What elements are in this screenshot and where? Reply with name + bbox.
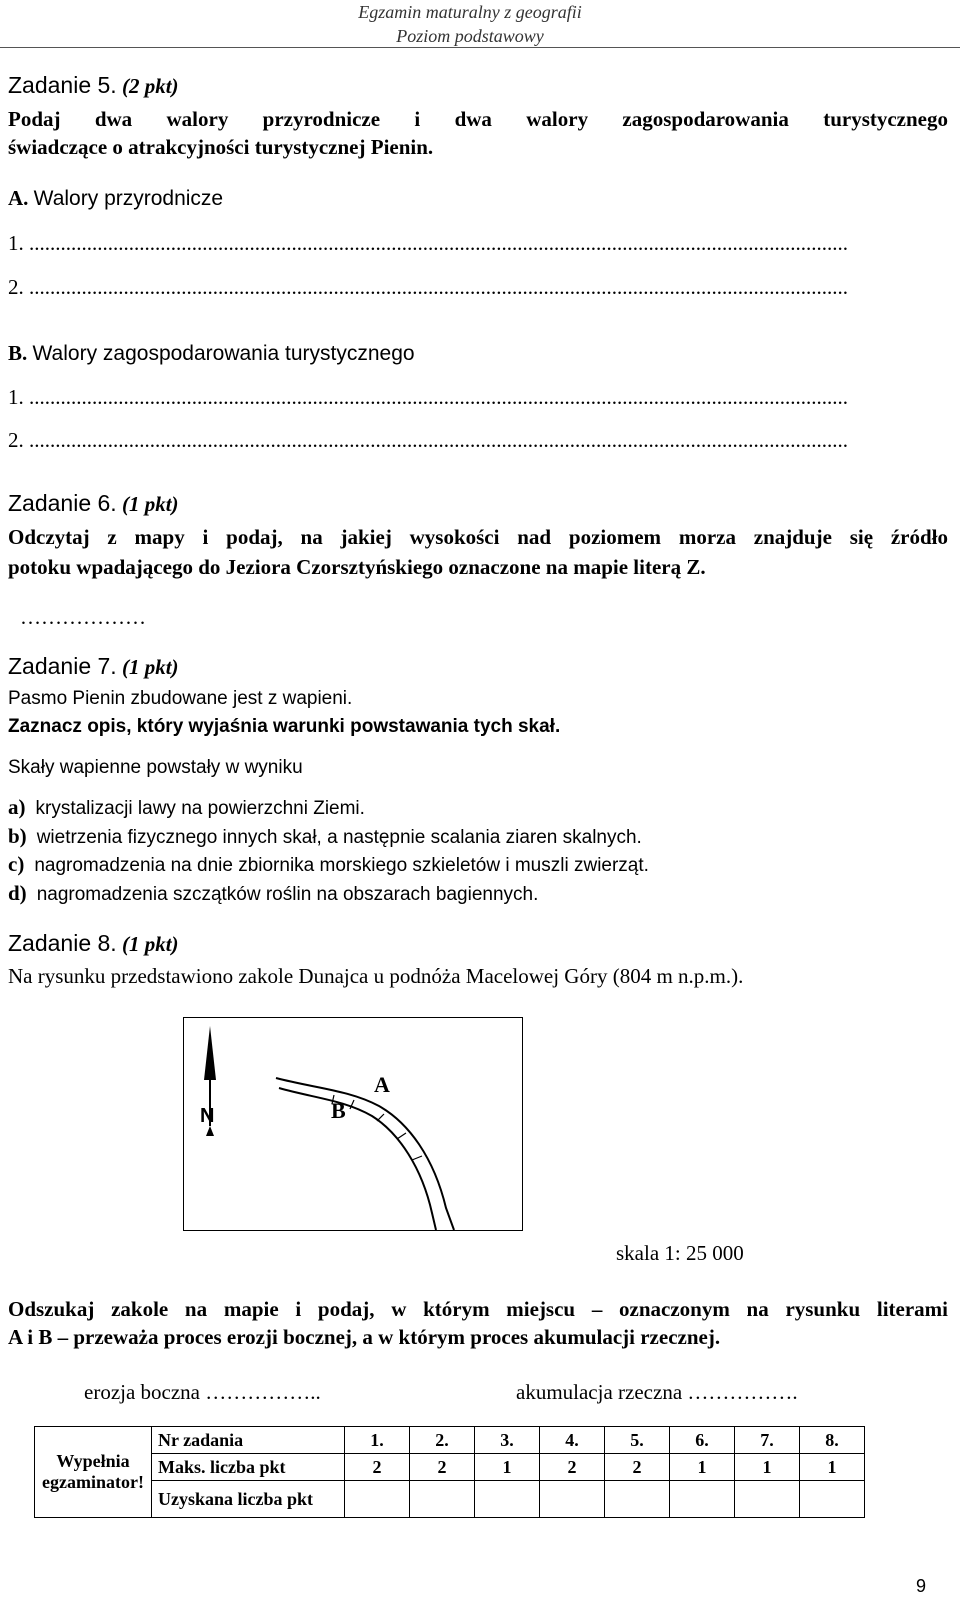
option-text: nagromadzenia szczątków roślin na obszarach bagiennych. bbox=[36, 884, 539, 905]
task-number-cell: 4. bbox=[540, 1427, 605, 1454]
river-bend-figure bbox=[183, 1017, 523, 1231]
max-points-cell: 2 bbox=[605, 1454, 670, 1481]
task7-option-d[interactable] bbox=[8, 881, 538, 906]
obtained-points-cell[interactable] bbox=[345, 1481, 410, 1518]
page-header bbox=[330, 0, 610, 48]
task5-section-b bbox=[8, 341, 948, 366]
header-level: Poziom podstawowy bbox=[396, 26, 544, 46]
row-label-max-points: Maks. liczba pkt bbox=[152, 1454, 345, 1481]
task8-answer-accumulation[interactable]: akumulacja rzeczna ……………. bbox=[516, 1380, 798, 1404]
label-b: B bbox=[331, 1098, 346, 1123]
task8-points: (1 pkt) bbox=[121, 932, 179, 956]
task5-b-answer2[interactable]: 2. ............................................................................................................................................................ bbox=[8, 428, 848, 452]
task5-question-line1: Podaj dwa walory przyrodnicze i dwa walory zagospodarowania turystycznego bbox=[8, 107, 948, 131]
obtained-points-cell[interactable] bbox=[540, 1481, 605, 1518]
task7-points: (1 pkt) bbox=[121, 655, 179, 679]
task7-stem: Skały wapienne powstały w wyniku bbox=[8, 757, 303, 778]
task5-section-a bbox=[8, 186, 948, 211]
task5-title bbox=[8, 72, 179, 99]
option-letter: b) bbox=[8, 824, 27, 848]
task6-answer[interactable]: ……………… bbox=[20, 605, 146, 629]
option-text: nagromadzenia na dnie zbiornika morskiego szkieletów i muszli zwierząt. bbox=[34, 855, 649, 876]
north-label: N bbox=[200, 1105, 215, 1127]
task6-title bbox=[8, 490, 179, 517]
task7-title bbox=[8, 653, 179, 680]
max-points-cell: 1 bbox=[670, 1454, 735, 1481]
task-number-cell: 3. bbox=[475, 1427, 540, 1454]
examiner-note-line1: Wypełnia bbox=[56, 1451, 130, 1471]
task7-option-b[interactable] bbox=[8, 824, 642, 849]
page-number: 9 bbox=[916, 1576, 927, 1596]
obtained-points-cell[interactable] bbox=[605, 1481, 670, 1518]
row-label-obtained-points: Uzyskana liczba pkt bbox=[152, 1481, 345, 1518]
option-letter: d) bbox=[8, 881, 27, 905]
option-letter: a) bbox=[8, 795, 26, 819]
task5-points: (2 pkt) bbox=[121, 74, 179, 98]
option-text: krystalizacji lawy na powierzchni Ziemi. bbox=[35, 798, 365, 819]
task5-b-text: Walory zagospodarowania turystycznego bbox=[32, 342, 415, 365]
obtained-points-cell[interactable] bbox=[410, 1481, 475, 1518]
label-a: A bbox=[374, 1072, 390, 1097]
task8-question-line2: A i B – przeważa proces erozji bocznej, a w którym proces akumulacji rzecznej. bbox=[8, 1325, 721, 1349]
task6-points: (1 pkt) bbox=[121, 492, 179, 516]
task8-answer-erosion[interactable]: erozja boczna …………….. bbox=[84, 1380, 321, 1404]
task-number-cell: 7. bbox=[735, 1427, 800, 1454]
task8-number: Zadanie 8. bbox=[8, 930, 117, 956]
max-points-cell: 1 bbox=[735, 1454, 800, 1481]
task8-intro: Na rysunku przedstawiono zakole Dunajca u podnóża Macelowej Góry (804 m n.p.m.). bbox=[8, 964, 744, 988]
task7-option-c[interactable] bbox=[8, 852, 649, 877]
task8-title bbox=[8, 930, 179, 957]
max-points-cell: 1 bbox=[800, 1454, 865, 1481]
obtained-points-cell[interactable] bbox=[670, 1481, 735, 1518]
figure-scale: skala 1: 25 000 bbox=[616, 1241, 744, 1265]
task5-b-answer1[interactable]: 1. ............................................................................................................................................................ bbox=[8, 385, 848, 409]
task5-a-text: Walory przyrodnicze bbox=[33, 187, 224, 210]
task-number-cell: 8. bbox=[800, 1427, 865, 1454]
task7-number: Zadanie 7. bbox=[8, 653, 117, 679]
river-outer-bank bbox=[276, 1078, 454, 1230]
option-text: wietrzenia fizycznego innych skał, a następnie scalania ziaren skalnych. bbox=[36, 827, 642, 848]
task7-intro: Pasmo Pienin zbudowane jest z wapieni. bbox=[8, 688, 353, 709]
task7-option-a[interactable] bbox=[8, 795, 365, 820]
obtained-points-cell[interactable] bbox=[800, 1481, 865, 1518]
task5-number: Zadanie 5. bbox=[8, 72, 117, 98]
task5-b-label: B. bbox=[8, 341, 28, 365]
examiner-note bbox=[35, 1427, 152, 1518]
row-label-task-number: Nr zadania bbox=[152, 1427, 345, 1454]
task7-question: Zaznacz opis, który wyjaśnia warunki powstawania tych skał. bbox=[8, 716, 561, 737]
task5-a-answer2[interactable]: 2. ............................................................................................................................................................ bbox=[8, 275, 848, 299]
max-points-cell: 2 bbox=[410, 1454, 475, 1481]
task6-question-line2: potoku wpadającego do Jeziora Czorsztyńskiego oznaczone na mapie literą Z. bbox=[8, 555, 706, 579]
header-exam-title: Egzamin maturalny z geografii bbox=[358, 2, 582, 22]
task5-a-label: A. bbox=[8, 186, 29, 210]
score-table bbox=[34, 1426, 865, 1518]
task6-question-line1: Odczytaj z mapy i podaj, na jakiej wysokości nad poziomem morza znajduje się źródło bbox=[8, 525, 948, 549]
obtained-points-cell[interactable] bbox=[735, 1481, 800, 1518]
max-points-cell: 2 bbox=[345, 1454, 410, 1481]
max-points-cell: 2 bbox=[540, 1454, 605, 1481]
option-letter: c) bbox=[8, 852, 25, 876]
task-number-cell: 1. bbox=[345, 1427, 410, 1454]
task5-a-answer1[interactable]: 1. ............................................................................................................................................................ bbox=[8, 231, 848, 255]
task8-question-line1: Odszukaj zakole na mapie i podaj, w którym miejscu – oznaczonym na rysunku literami bbox=[8, 1297, 948, 1321]
river-bend-drawing bbox=[184, 1018, 522, 1230]
task-number-cell: 5. bbox=[605, 1427, 670, 1454]
obtained-points-cell[interactable] bbox=[475, 1481, 540, 1518]
task5-question-line2: świadczące o atrakcyjności turystycznej Pienin. bbox=[8, 135, 434, 159]
examiner-note-line2: egzaminator! bbox=[42, 1472, 144, 1492]
task6-number: Zadanie 6. bbox=[8, 490, 117, 516]
header-rule bbox=[0, 47, 960, 48]
max-points-cell: 1 bbox=[475, 1454, 540, 1481]
river-inner-bank bbox=[279, 1088, 436, 1230]
task-number-cell: 2. bbox=[410, 1427, 475, 1454]
task-number-cell: 6. bbox=[670, 1427, 735, 1454]
